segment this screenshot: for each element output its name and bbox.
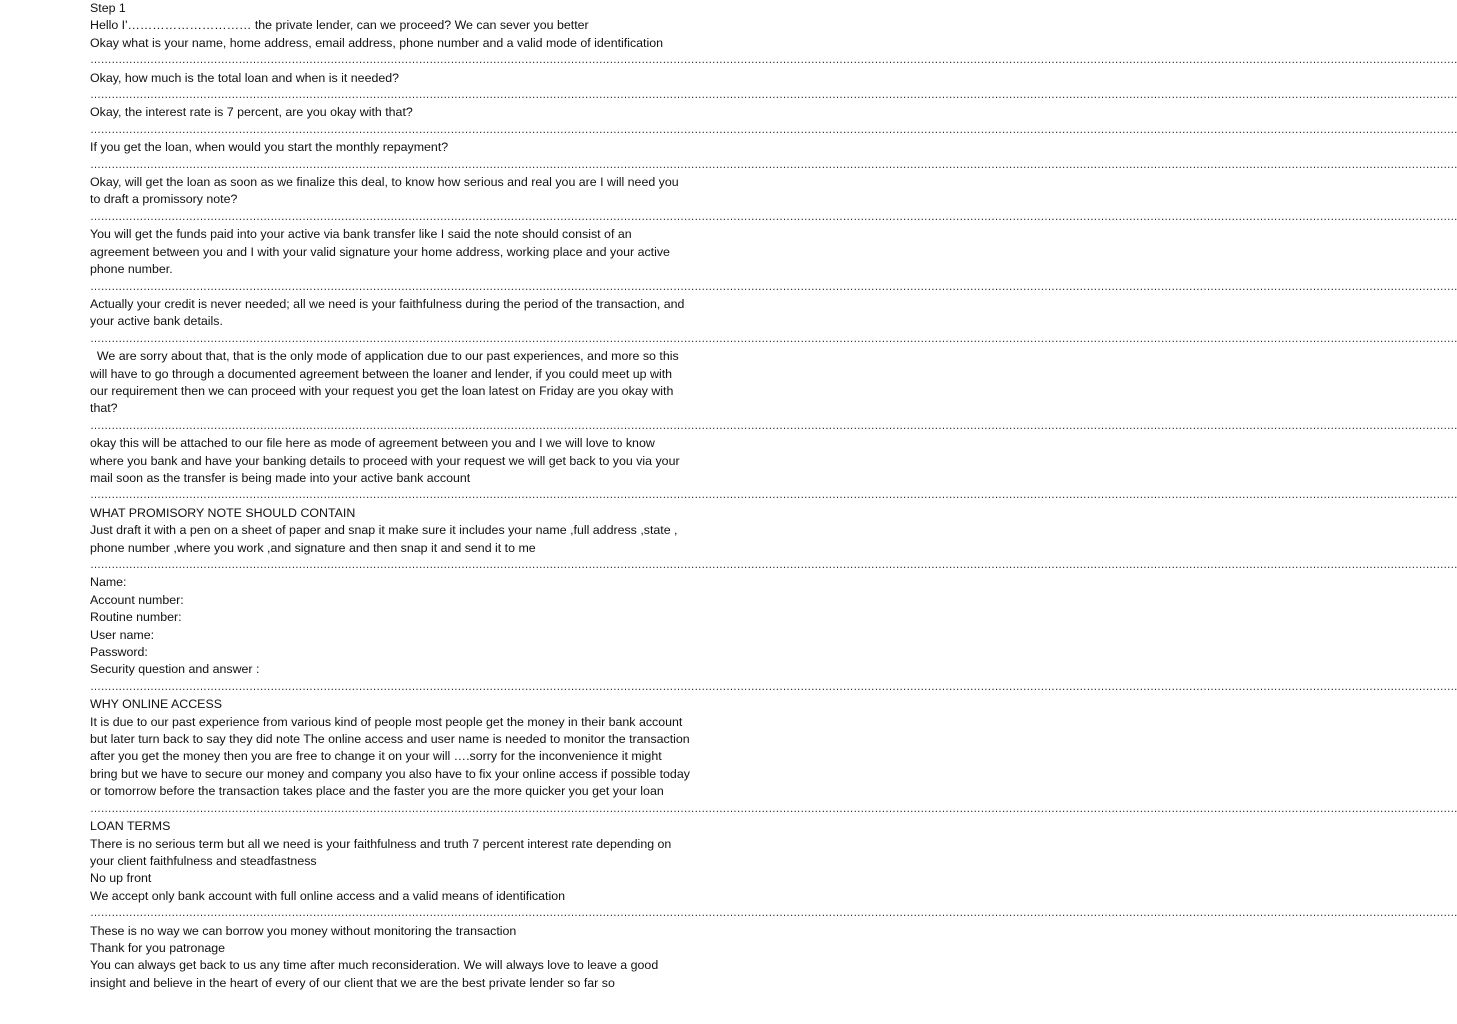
paragraph-b11: WHAT PROMISORY NOTE SHOULD CONTAIN <box>90 505 356 520</box>
paragraph-b18: Security question and answer : <box>90 662 260 677</box>
paragraph-b6: Okay, will get the loan as soon as we finalize this deal, to know how serious and real you are I will need you to draft a promissory note? <box>90 175 679 207</box>
paragraph-b1: Hello I'………………………… the private lender, can we proceed? We can sever you better <box>90 18 589 33</box>
dotted-separator: ……………………………………………………………………………………………………………………………………………………………………………………………………………………………………………………………………………………………………………………………………………………… <box>90 210 1457 223</box>
paragraph-b24: We accept only bank account with full online access and a valid means of identification <box>90 888 566 903</box>
dotted-separator: ……………………………………………………………………………………………………………………………………………………………………………………………………………………………………………………………………………………………………………………………………………………… <box>90 123 1457 136</box>
dotted-separator: ……………………………………………………………………………………………………………………………………………………………………………………………………………………………………………………………………………………………………………………………………………………… <box>90 680 1457 693</box>
dotted-separator: ……………………………………………………………………………………………………………………………………………………………………………………………………………………………………………………………………………………………………………………………………………………… <box>90 802 1457 815</box>
paragraph-b21: LOAN TERMS <box>90 819 171 834</box>
paragraph-b23: No up front <box>90 871 152 886</box>
paragraph-b3: Okay, how much is the total loan and when is it needed? <box>90 70 400 85</box>
dotted-separator: ……………………………………………………………………………………………………………………………………………………………………………………………………………………………………………………………………………………………………………………………………………………… <box>90 89 1457 102</box>
paragraph-b15: Routine number: <box>90 610 182 625</box>
paragraph-b4: Okay, the interest rate is 7 percent, are you okay with that? <box>90 105 413 120</box>
paragraph-b16: User name: <box>90 627 155 642</box>
paragraph-b5: If you get the loan, when would you start the monthly repayment? <box>90 140 449 155</box>
dotted-separator: ……………………………………………………………………………………………………………………………………………………………………………………………………………………………………………………………………………………………………………………………………………………… <box>90 489 1457 502</box>
dotted-separator: ……………………………………………………………………………………………………………………………………………………………………………………………………………………………………………………………………………………………………………………………………………………… <box>90 559 1457 571</box>
paragraph-b12: Just draft it with a pen on a sheet of paper and snap it make sure it includes your name ,full address ,state , phone number ,where you work ,and signature and then snap it and send it to me <box>90 523 678 555</box>
paragraph-b13: Name: <box>90 575 127 590</box>
paragraph-b25: These is no way we can borrow you money without monitoring the transaction <box>90 923 517 938</box>
paragraph-b8: Actually your credit is never needed; all we need is your faithfulness during the period of the transaction, and your active bank details. <box>90 296 685 329</box>
paragraph-b0: Step 1 <box>90 1 126 15</box>
paragraph-b7: You will get the funds paid into your active via bank transfer like I said the note should consist of an agreement between you and I with your valid signature your home address, working place and your active phone number. <box>90 227 670 277</box>
paragraph-b17: Password: <box>90 645 148 660</box>
paragraph-b22: There is no serious term but all we need is your faithfulness and truth 7 percent interest rate depending on your client faithfulness and steadfastness <box>90 836 672 868</box>
dotted-separator: ……………………………………………………………………………………………………………………………………………………………………………………………………………………………………………………………………………………………………………………………………………………… <box>90 332 1457 345</box>
paragraph-b20: It is due to our past experience from various kind of people most people get the money in their bank account but later turn back to say they did note The online access and user name is needed to monitor the transaction after you get the money then you are free to change it on your will ….sorry for the inconvenience it might bring but we have to secure our money and company you also have to fix your online access if possible today or tomorrow before the transaction takes place and the faster you are the more quicker you get your loan <box>90 714 690 799</box>
paragraph-b10: okay this will be attached to our file here as mode of agreement between you and I we will love to know where you bank and have your banking details to proceed with your request we will get back to you via your mail soon as the transfer is being made into your active bank account <box>90 436 680 485</box>
dotted-separator: ……………………………………………………………………………………………………………………………………………………………………………………………………………………………………………………………………………………………………………………………………………………… <box>90 158 1457 171</box>
paragraph-b2: Okay what is your name, home address, email address, phone number and a valid mode of identification <box>90 35 664 50</box>
document-body <box>90 0 1457 992</box>
paragraph-b27: You can always get back to us any time after much reconsideration. We will always love to leave a good insight and believe in the heart of every of our client that we are the best private lender so far so <box>90 958 659 990</box>
paragraph-b14: Account number: <box>90 592 184 607</box>
dotted-separator: ……………………………………………………………………………………………………………………………………………………………………………………………………………………………………………………………………………………………………………………………………………………… <box>90 907 1457 920</box>
paragraph-b26: Thank for you patronage <box>90 940 226 955</box>
paragraph-b9: We are sorry about that, that is the only mode of application due to our past experiences, and more so this will have to go through a documented agreement between the loaner and lender, if you could meet up with our requirement then we can proceed with your request you get the loan latest on Friday are you okay with that? <box>90 349 679 416</box>
dotted-separator: ……………………………………………………………………………………………………………………………………………………………………………………………………………………………………………………………………………………………………………………………………………………… <box>90 54 1457 67</box>
dotted-separator: ……………………………………………………………………………………………………………………………………………………………………………………………………………………………………………………………………………………………………………………………………………………… <box>90 280 1457 293</box>
dotted-separator: ……………………………………………………………………………………………………………………………………………………………………………………………………………………………………………………………………………………………………………………………………………………… <box>90 419 1457 432</box>
paragraph-b19: WHY ONLINE ACCESS <box>90 697 222 712</box>
